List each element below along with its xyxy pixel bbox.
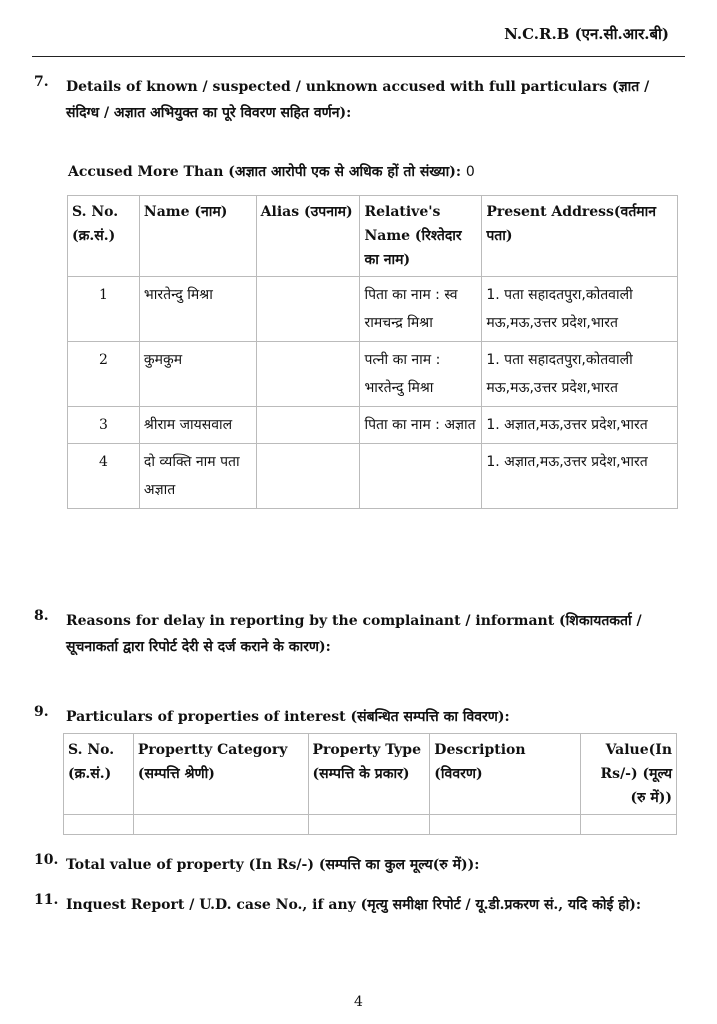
header-sno: S. No. (क्र.सं.) xyxy=(64,734,134,815)
section-number: 9. xyxy=(34,704,49,720)
section-7 xyxy=(34,74,677,126)
section-heading: Total value of property (In Rs/-) (सम्पत्ति का कुल मूल्य(रु में)): xyxy=(66,857,480,873)
accused-count-label: Accused More Than (अज्ञात आरोपी एक से अधिक हों तो संख्या): xyxy=(68,164,462,180)
cell-relative: पिता का नाम : अज्ञात xyxy=(360,407,482,444)
cell-empty xyxy=(64,815,134,835)
table-header-row xyxy=(68,196,678,277)
table-row xyxy=(68,277,678,342)
cell-empty xyxy=(581,815,677,835)
cell-empty xyxy=(133,815,308,835)
cell-alias xyxy=(256,277,360,342)
page-header: N.C.R.B (एन.सी.आर.बी) xyxy=(504,25,669,43)
cell-address: 1. पता सहादतपुरा,कोतवाली मऊ,मऊ,उत्तर प्रदेश,भारत xyxy=(482,342,678,407)
header-relative: Relative's Name (रिश्तेदार का नाम) xyxy=(360,196,482,277)
cell-relative: पत्नी का नाम : भारतेन्दु मिश्रा xyxy=(360,342,482,407)
section-number: 7. xyxy=(34,74,49,90)
cell-relative xyxy=(360,444,482,509)
section-number: 10. xyxy=(34,852,59,868)
section-number: 11. xyxy=(34,892,59,908)
header-value: Value(In Rs/-) (मूल्य (रु में)) xyxy=(581,734,677,815)
header-name: Name (नाम) xyxy=(139,196,256,277)
accused-count xyxy=(68,162,475,181)
cell-name: भारतेन्दु मिश्रा xyxy=(139,277,256,342)
section-11 xyxy=(34,892,677,918)
header-category: Propertty Category (सम्पत्ति श्रेणी) xyxy=(133,734,308,815)
cell-sno: 1 xyxy=(68,277,140,342)
section-heading: Inquest Report / U.D. case No., if any (मृत्यु समीक्षा रिपोर्ट / यू.डी.प्रकरण सं., यदि कोई हो): xyxy=(66,897,642,913)
cell-alias xyxy=(256,407,360,444)
cell-sno: 3 xyxy=(68,407,140,444)
accused-count-value: 0 xyxy=(465,164,475,180)
property-table xyxy=(63,733,677,835)
header-alias: Alias (उपनाम) xyxy=(256,196,360,277)
page-number: 4 xyxy=(354,994,363,1010)
cell-alias xyxy=(256,444,360,509)
header-address: Present Address(वर्तमान पता) xyxy=(482,196,678,277)
header-type: Property Type (सम्पत्ति के प्रकार) xyxy=(308,734,430,815)
cell-name: कुमकुम xyxy=(139,342,256,407)
section-10 xyxy=(34,852,677,878)
header-description: Description (विवरण) xyxy=(430,734,581,815)
section-9 xyxy=(34,704,677,730)
cell-empty xyxy=(430,815,581,835)
header-divider xyxy=(32,56,685,57)
cell-sno: 2 xyxy=(68,342,140,407)
table-header-row xyxy=(64,734,677,815)
table-row xyxy=(68,342,678,407)
header-sno: S. No. (क्र.सं.) xyxy=(68,196,140,277)
cell-empty xyxy=(308,815,430,835)
cell-address: 1. पता सहादतपुरा,कोतवाली मऊ,मऊ,उत्तर प्रदेश,भारत xyxy=(482,277,678,342)
table-row xyxy=(64,815,677,835)
cell-name: श्रीराम जायसवाल xyxy=(139,407,256,444)
section-8 xyxy=(34,608,677,660)
cell-sno: 4 xyxy=(68,444,140,509)
section-number: 8. xyxy=(34,608,49,624)
section-heading: Reasons for delay in reporting by the complainant / informant (शिकायतकर्ता / सूचनाकर्ता द्वारा रिपोर्ट देरी से दर्ज कराने के कारण): xyxy=(66,613,642,655)
cell-alias xyxy=(256,342,360,407)
cell-address: 1. अज्ञात,मऊ,उत्तर प्रदेश,भारत xyxy=(482,444,678,509)
cell-address: 1. अज्ञात,मऊ,उत्तर प्रदेश,भारत xyxy=(482,407,678,444)
section-heading: Particulars of properties of interest (संबन्धित सम्पत्ति का विवरण): xyxy=(66,709,510,725)
cell-name: दो व्यक्ति नाम पता अज्ञात xyxy=(139,444,256,509)
accused-table xyxy=(67,195,678,509)
table-row xyxy=(68,407,678,444)
table-row xyxy=(68,444,678,509)
section-heading: Details of known / suspected / unknown accused with full particulars (ज्ञात / संदिग्ध / अज्ञात अभियुक्त का पूरे विवरण सहित वर्णन): xyxy=(66,79,650,121)
cell-relative: पिता का नाम : स्व रामचन्द्र मिश्रा xyxy=(360,277,482,342)
